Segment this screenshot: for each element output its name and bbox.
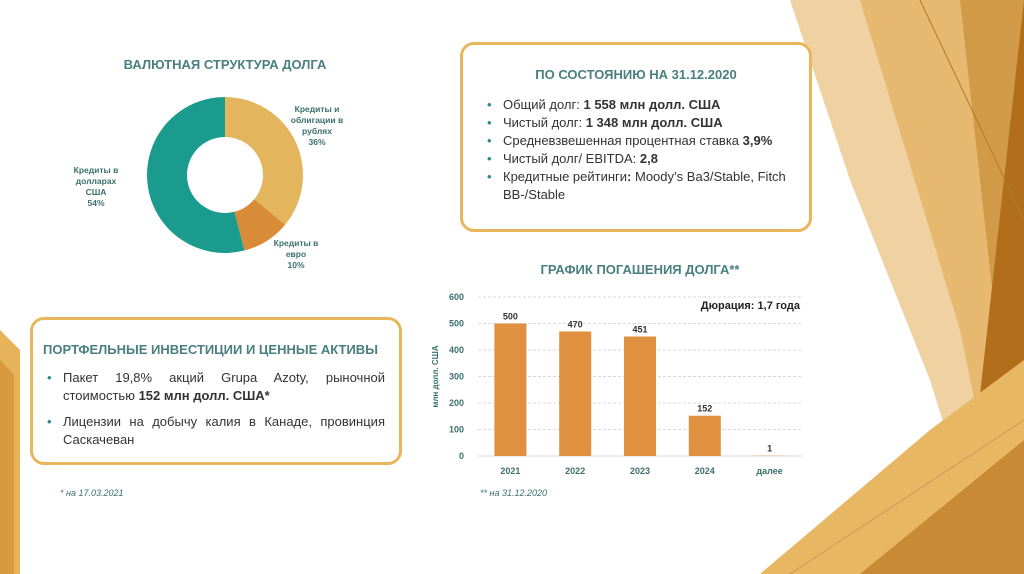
y-tick-label: 300 <box>448 371 464 382</box>
y-tick-label: 200 <box>448 398 464 408</box>
pie-label-usd: Кредиты в долларах США 54% <box>73 165 119 208</box>
x-tick-label: 2024 <box>694 466 715 476</box>
duration-annotation: Дюрация: 1,7 года <box>700 299 800 312</box>
x-tick-label: далее <box>756 466 783 476</box>
status-item-net-debt: • Чистый долг: 1 348 млн долл. США <box>487 115 723 130</box>
portfolio-item-licenses: • Лицензии на добычу калия в Канаде, провинция Саскачеван <box>47 414 385 447</box>
pie-label-eur: Кредиты в евро 10% <box>273 238 319 270</box>
pie-chart-title: ВАЛЮТНАЯ СТРУКТУРА ДОЛГА <box>123 57 327 72</box>
portfolio-item-azoty: • Пакет 19,8% акций Grupa Azoty, рыночной стоимостью 152 млн долл. США* <box>47 370 385 403</box>
status-item-ebitda: • Чистый долг/ EBITDA: 2,8 <box>487 151 658 166</box>
x-tick-label: 2023 <box>629 466 651 476</box>
x-tick-label: 2022 <box>565 466 586 476</box>
x-tick-label: 2021 <box>500 466 521 476</box>
y-axis-label: млн долл. США <box>431 345 440 408</box>
bar-value-label: 451 <box>632 324 648 335</box>
portfolio-list <box>45 369 385 449</box>
portfolio-box <box>30 317 402 465</box>
bar-chart-title: ГРАФИК ПОГАШЕНИЯ ДОЛГА** <box>540 262 740 277</box>
bar <box>624 336 656 456</box>
y-tick-label: 0 <box>458 451 464 461</box>
y-tick-label: 500 <box>448 318 464 329</box>
status-box-title: ПО СОСТОЯНИЮ НА 31.12.2020 <box>535 67 737 82</box>
bar <box>689 416 721 456</box>
y-tick-label: 600 <box>448 292 464 302</box>
status-item-rate: • Средневзвешенная процентная ставка 3,9% <box>487 133 773 148</box>
bar <box>494 324 526 457</box>
y-tick-label: 100 <box>448 424 464 435</box>
status-item-ratings: • Кредитные рейтинги: Moody’s Ba3/Stable, Fitch BB-/Stable <box>487 169 786 202</box>
y-tick-label: 400 <box>448 345 464 355</box>
bar-value-label: 1 <box>767 443 773 454</box>
bar-chart <box>420 285 810 480</box>
footnote-1: * на 17.03.2021 <box>60 488 124 498</box>
bar <box>559 331 591 456</box>
status-item-total-debt: • Общий долг: 1 558 млн долл. США <box>487 97 721 112</box>
status-box <box>460 42 812 232</box>
bar-value-label: 500 <box>502 311 518 322</box>
pie-label-rub: Кредиты и облигации в рублях 36% <box>290 104 344 147</box>
portfolio-box-title: ПОРТФЕЛЬНЫЕ ИНВЕСТИЦИИ И ЦЕННЫЕ АКТИВЫ <box>43 342 378 357</box>
footnote-2: ** на 31.12.2020 <box>480 488 548 498</box>
bar-value-label: 152 <box>697 403 713 414</box>
bar-value-label: 470 <box>567 319 583 330</box>
status-list <box>485 96 791 204</box>
